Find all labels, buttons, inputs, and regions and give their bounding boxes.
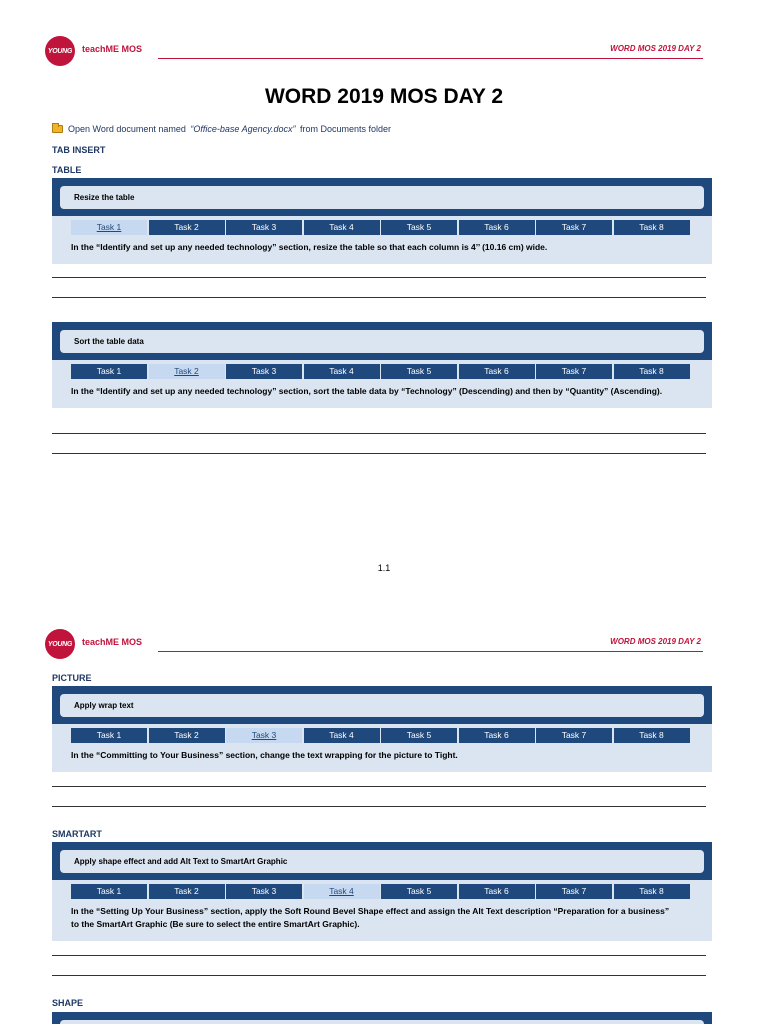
task-description: In the “Identify and set up any needed technology” section, sort the table data by “Technology” (Descending) and then by “Quantity” (Ascending).	[71, 386, 663, 396]
answer-line	[52, 277, 706, 278]
task-tab-5[interactable]: Task 5	[381, 220, 457, 235]
open-document-instruction	[52, 124, 391, 134]
task-tab-6[interactable]: Task 6	[459, 364, 535, 379]
young-logo: YOUNG	[45, 629, 75, 659]
header-rule	[158, 651, 703, 652]
task-description: In the “Committing to Your Business” section, change the text wrapping for the picture to Tight.	[71, 750, 458, 760]
task-tab-2[interactable]: Task 2	[149, 220, 225, 235]
task-tab-5[interactable]: Task 5	[381, 728, 457, 743]
task-tab-7[interactable]: Task 7	[536, 364, 612, 379]
header-rule	[158, 58, 703, 59]
task-tabs	[71, 884, 712, 899]
task-tab-4[interactable]: Task 4	[304, 364, 380, 379]
young-logo: YOUNG	[45, 36, 75, 66]
task-tab-6[interactable]: Task 6	[459, 220, 535, 235]
task-tab-6[interactable]: Task 6	[459, 728, 535, 743]
label-smartart: SMARTART	[52, 829, 102, 839]
task-heading	[60, 1020, 704, 1024]
header-course-title: WORD MOS 2019 DAY 2	[610, 637, 701, 646]
task-heading: Sort the table data	[60, 330, 704, 353]
task-box-smartart	[52, 842, 712, 941]
page-header	[45, 629, 705, 659]
header-course-title: WORD MOS 2019 DAY 2	[610, 44, 701, 53]
open-prefix: Open Word document named	[68, 124, 186, 134]
task-tab-1[interactable]: Task 1	[71, 364, 147, 379]
task-tabs	[71, 220, 712, 235]
task-tab-2[interactable]: Task 2	[149, 728, 225, 743]
task-header	[52, 686, 712, 724]
task-tab-1[interactable]: Task 1	[71, 220, 147, 235]
answer-line	[52, 975, 706, 976]
task-heading: Apply wrap text	[60, 694, 704, 717]
answer-line	[52, 453, 706, 454]
task-box-shape	[52, 1012, 712, 1024]
answer-line	[52, 297, 706, 298]
task-tab-5[interactable]: Task 5	[381, 364, 457, 379]
task-tab-1[interactable]: Task 1	[71, 728, 147, 743]
task-header	[52, 178, 712, 216]
page-header	[45, 36, 705, 66]
task-tab-3[interactable]: Task 3	[226, 220, 302, 235]
task-header	[52, 1012, 712, 1024]
brand-name: teachME MOS	[82, 44, 143, 54]
task-tab-8[interactable]: Task 8	[614, 884, 690, 899]
task-tab-4[interactable]: Task 4	[304, 220, 380, 235]
task-tab-1[interactable]: Task 1	[71, 884, 147, 899]
label-tab-insert: TAB INSERT	[52, 145, 106, 155]
page-title: WORD 2019 MOS DAY 2	[264, 85, 504, 108]
task-header	[52, 842, 712, 880]
label-table: TABLE	[52, 165, 82, 175]
task-tab-3[interactable]: Task 3	[226, 364, 302, 379]
task-tab-8[interactable]: Task 8	[614, 364, 690, 379]
folder-icon	[52, 125, 63, 133]
task-heading: Resize the table	[60, 186, 704, 209]
task-box-resize-table	[52, 178, 712, 264]
task-tab-2[interactable]: Task 2	[149, 884, 225, 899]
answer-line	[52, 433, 706, 434]
task-tab-3[interactable]: Task 3	[226, 728, 302, 743]
task-tab-8[interactable]: Task 8	[614, 728, 690, 743]
task-tab-3[interactable]: Task 3	[226, 884, 302, 899]
task-tab-4[interactable]: Task 4	[304, 728, 380, 743]
task-tab-4[interactable]: Task 4	[304, 884, 380, 899]
task-tab-7[interactable]: Task 7	[536, 220, 612, 235]
task-box-sort-table	[52, 322, 712, 408]
task-tabs	[71, 728, 712, 743]
answer-line	[52, 786, 706, 787]
task-tab-7[interactable]: Task 7	[536, 884, 612, 899]
answer-line	[52, 806, 706, 807]
label-picture: PICTURE	[52, 673, 92, 683]
open-suffix: from Documents folder	[299, 124, 392, 134]
task-header	[52, 322, 712, 360]
task-box-wrap-text	[52, 686, 712, 772]
label-shape: SHAPE	[52, 998, 84, 1008]
document-filename: “Office-base Agency.docx”	[190, 124, 296, 134]
task-tab-2[interactable]: Task 2	[149, 364, 225, 379]
brand-name: teachME MOS	[82, 637, 143, 647]
page-number: 1.1	[377, 563, 391, 573]
task-tab-7[interactable]: Task 7	[536, 728, 612, 743]
task-tab-6[interactable]: Task 6	[459, 884, 535, 899]
task-tabs	[71, 364, 712, 379]
task-tab-5[interactable]: Task 5	[381, 884, 457, 899]
task-description: In the “Setting Up Your Business” section, apply the Soft Round Bevel Shape effect and assign the Alt Text description “Preparation for a business” to the SmartArt Graphic (Be sure to select the entire SmartArt Graphic).	[71, 906, 670, 929]
task-heading: Apply shape effect and add Alt Text to SmartArt Graphic	[60, 850, 704, 873]
task-tab-8[interactable]: Task 8	[614, 220, 690, 235]
answer-line	[52, 955, 706, 956]
task-description: In the “Identify and set up any needed technology” section, resize the table so that each column is 4’’ (10.16 cm) wide.	[71, 242, 548, 252]
